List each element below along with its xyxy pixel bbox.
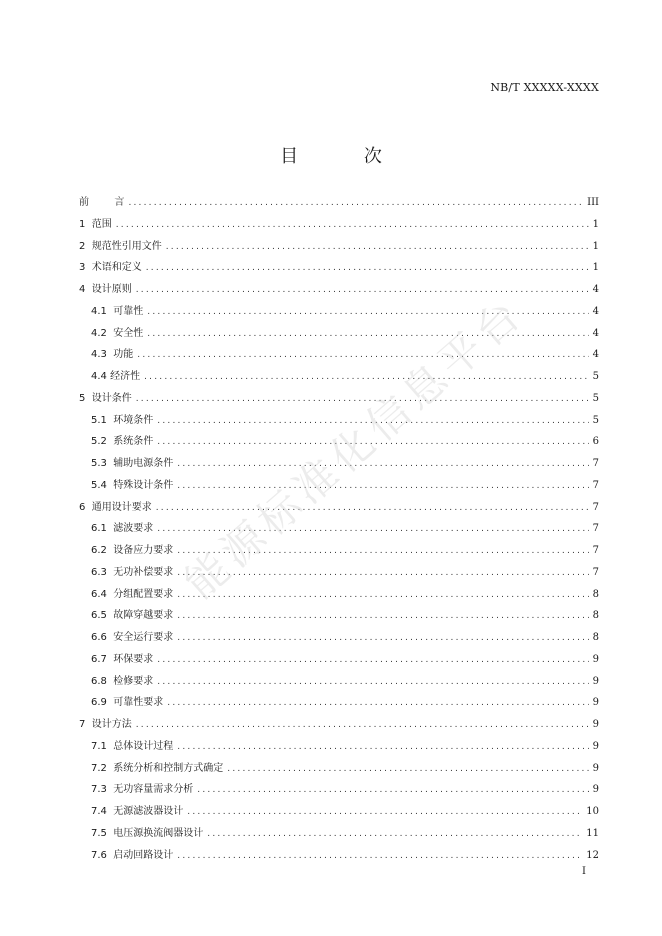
dot-leader <box>128 193 583 215</box>
dot-leader <box>177 454 588 476</box>
toc-entry-label: 7.5 电压源换流阀器设计 <box>91 827 204 839</box>
toc-entry-label: 前 言 <box>79 197 125 208</box>
dot-leader <box>157 672 588 694</box>
toc-title: 目 次 <box>280 146 412 167</box>
toc-entry[interactable] <box>79 497 599 519</box>
toc-entry[interactable] <box>79 605 599 627</box>
toc-entry-label: 4.4 经济性 <box>91 371 141 382</box>
page-number: I <box>582 866 586 877</box>
dot-leader <box>157 650 588 672</box>
dot-leader <box>227 759 588 781</box>
toc-entry-label: 4.1 可靠性 <box>91 305 144 317</box>
toc-entry-label: 7.6 启动回路设计 <box>91 849 174 861</box>
toc-entry[interactable] <box>79 823 599 845</box>
toc-entry-page: 6 <box>592 436 599 448</box>
toc-entry[interactable] <box>79 801 599 823</box>
toc-entry-label: 6.2 设备应力要求 <box>91 545 174 556</box>
toc-entry[interactable] <box>79 475 599 497</box>
toc-entry[interactable] <box>79 671 599 693</box>
dot-leader <box>144 367 589 389</box>
toc-entry[interactable] <box>79 584 599 606</box>
toc-entry-page: 10 <box>586 806 599 817</box>
toc-entry[interactable] <box>79 714 599 736</box>
toc-entry-label: 5.4 特殊设计条件 <box>91 479 174 491</box>
toc-entry-page: 7 <box>592 545 599 556</box>
dot-leader <box>177 476 588 498</box>
toc-entry[interactable] <box>79 453 599 475</box>
dot-leader <box>116 215 589 237</box>
watermark: 能源标准化信息平台 <box>175 287 534 609</box>
toc-entry-label: 6.7 环保要求 <box>91 653 154 665</box>
toc-entry-label: 7 设计方法 <box>79 719 132 730</box>
toc-entry[interactable] <box>79 758 599 780</box>
toc-entry-label: 5.2 系统条件 <box>91 436 154 448</box>
toc-entry[interactable] <box>79 410 599 432</box>
toc-entry-page: 7 <box>592 458 599 469</box>
toc-entry-label: 6.4 分组配置要求 <box>91 588 174 600</box>
dot-leader <box>147 324 588 346</box>
toc-entry-page: 1 <box>592 262 599 274</box>
dot-leader <box>177 737 588 759</box>
toc-entry-label: 5.1 环境条件 <box>91 414 154 426</box>
dot-leader <box>157 432 588 454</box>
toc-entry-label: 2 规范性引用文件 <box>79 240 162 252</box>
toc-entry-page: 7 <box>592 479 599 491</box>
dot-leader <box>197 780 588 802</box>
toc-entry[interactable] <box>79 214 599 236</box>
dot-leader <box>187 802 582 824</box>
toc-entry-label: 4 设计原则 <box>79 284 132 295</box>
toc-entry-page: 5 <box>592 371 599 382</box>
dot-leader <box>157 519 588 541</box>
dot-leader <box>177 541 588 563</box>
dot-leader <box>167 693 588 715</box>
toc-entry-page: III <box>587 197 599 208</box>
toc-entry[interactable] <box>79 779 599 801</box>
dot-leader <box>166 237 589 259</box>
toc-entry-page: 9 <box>592 719 599 730</box>
toc-entry-page: 5 <box>592 392 599 404</box>
toc-entry-label: 1 范围 <box>79 218 112 230</box>
toc-entry-label: 6.8 检修要求 <box>91 675 154 687</box>
toc-entry[interactable] <box>79 845 599 867</box>
toc-entry-page: 4 <box>592 305 599 317</box>
dot-leader <box>177 606 588 628</box>
toc-entry[interactable] <box>79 649 599 671</box>
toc-entry[interactable] <box>79 388 599 410</box>
toc-entry[interactable] <box>79 736 599 758</box>
toc-entry[interactable] <box>79 627 599 649</box>
dot-leader <box>147 302 588 324</box>
dot-leader <box>157 411 588 433</box>
toc-entry-page: 9 <box>592 697 599 709</box>
toc-entry-page: 7 <box>592 566 599 578</box>
toc-entry-page: 9 <box>592 784 599 796</box>
toc-entry-page: 8 <box>592 610 599 622</box>
toc-entry-label: 6.1 滤波要求 <box>91 523 154 535</box>
toc-entry-page: 4 <box>592 327 599 339</box>
toc-entry[interactable] <box>79 192 599 214</box>
toc-entry-page: 4 <box>592 284 599 295</box>
toc-entry-page: 12 <box>586 849 599 861</box>
toc-entry-label: 6.9 可靠性要求 <box>91 697 164 709</box>
toc-entry[interactable] <box>79 562 599 584</box>
toc-entry-page: 9 <box>592 675 599 687</box>
toc-entry[interactable] <box>79 279 599 301</box>
toc-entry-label: 6.3 无功补偿要求 <box>91 566 174 578</box>
dot-leader <box>177 846 582 868</box>
toc-entry-page: 9 <box>592 740 599 752</box>
toc-entry[interactable] <box>79 540 599 562</box>
toc-entry-label: 3 术语和定义 <box>79 262 142 274</box>
toc-entry-page: 1 <box>592 218 599 230</box>
toc-entry-page: 8 <box>592 632 599 643</box>
table-of-contents <box>79 192 599 866</box>
dot-leader <box>156 498 589 520</box>
dot-leader <box>136 715 589 737</box>
toc-entry-label: 5.3 辅助电源条件 <box>91 458 174 469</box>
toc-entry-page: 1 <box>592 240 599 252</box>
dot-leader <box>136 389 589 411</box>
toc-entry-label: 5 设计条件 <box>79 392 132 404</box>
toc-entry-page: 8 <box>592 588 599 600</box>
dot-leader <box>177 563 588 585</box>
toc-entry-page: 7 <box>592 523 599 535</box>
toc-entry-page: 11 <box>586 827 599 839</box>
toc-entry-page: 9 <box>592 653 599 665</box>
dot-leader <box>137 345 588 367</box>
toc-entry[interactable] <box>79 236 599 258</box>
toc-entry-page: 7 <box>592 501 599 513</box>
dot-leader <box>177 628 588 650</box>
toc-entry-label: 6.6 安全运行要求 <box>91 632 174 643</box>
toc-entry-label: 6 通用设计要求 <box>79 501 152 513</box>
toc-entry-label: 7.4 无源滤波器设计 <box>91 806 184 817</box>
toc-entry-page: 4 <box>592 349 599 361</box>
toc-entry-label: 4.3 功能 <box>91 349 134 361</box>
document-code: NB/T XXXXX-XXXX <box>490 81 599 94</box>
dot-leader <box>136 280 589 302</box>
toc-entry[interactable] <box>79 323 599 345</box>
toc-entry[interactable] <box>79 431 599 453</box>
toc-entry[interactable] <box>79 301 599 323</box>
dot-leader <box>177 585 588 607</box>
toc-entry-page: 9 <box>592 762 599 774</box>
toc-entry-label: 6.5 故障穿越要求 <box>91 610 174 622</box>
toc-entry-label: 4.2 安全性 <box>91 327 144 339</box>
toc-entry[interactable] <box>79 518 599 540</box>
dot-leader <box>207 824 582 846</box>
dot-leader <box>146 258 589 280</box>
toc-entry[interactable] <box>79 692 599 714</box>
toc-entry[interactable] <box>79 366 599 388</box>
toc-entry-label: 7.2 系统分析和控制方式确定 <box>91 762 224 774</box>
toc-entry-label: 7.1 总体设计过程 <box>91 740 174 752</box>
toc-entry-label: 7.3 无功容量需求分析 <box>91 784 194 796</box>
toc-entry[interactable] <box>79 344 599 366</box>
toc-entry-page: 5 <box>592 414 599 426</box>
toc-entry[interactable] <box>79 257 599 279</box>
